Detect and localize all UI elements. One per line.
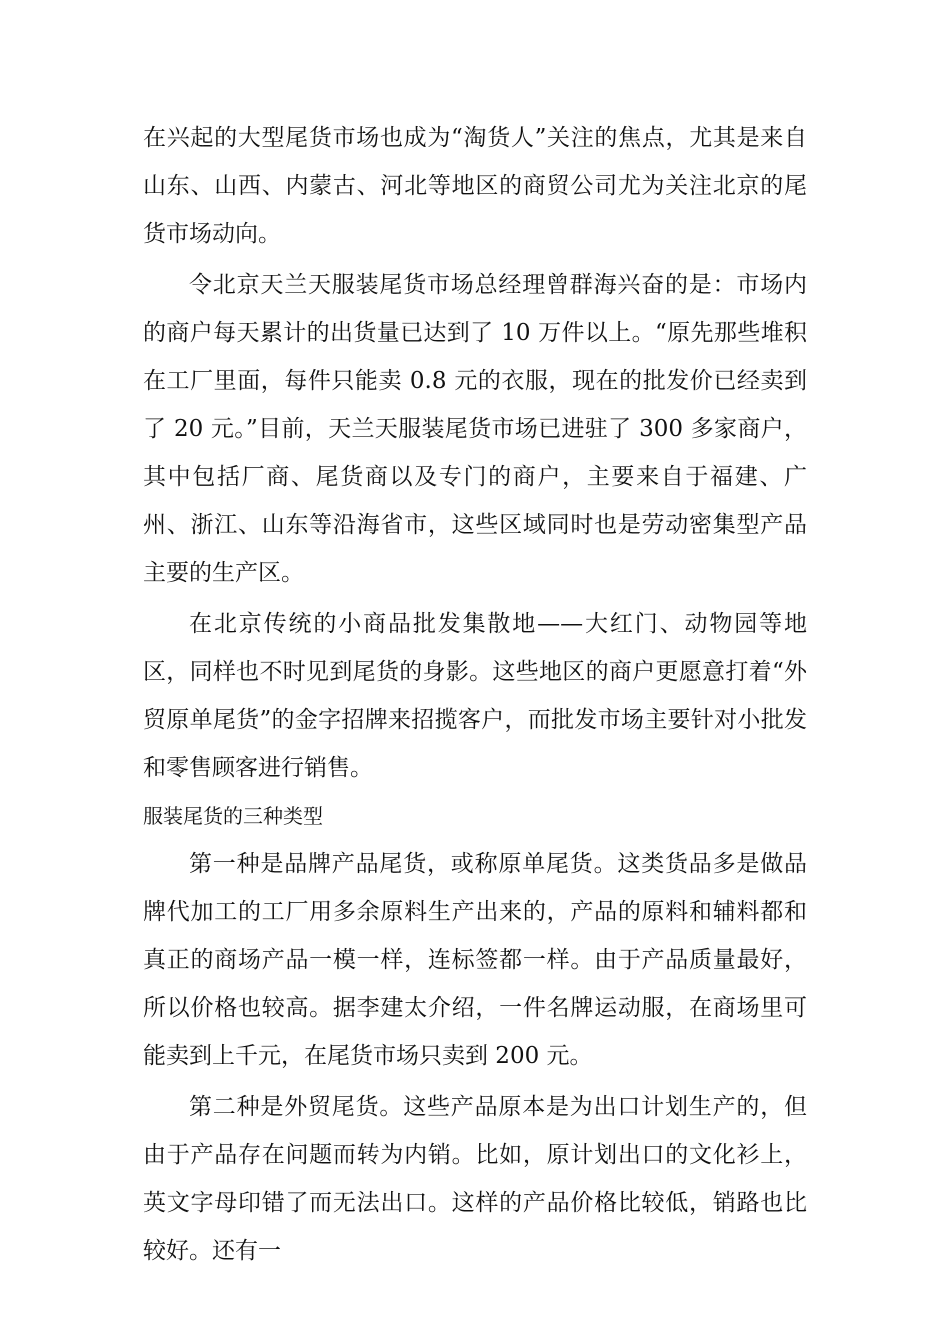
body-paragraph-2: 令北京天兰天服装尾货市场总经理曾群海兴奋的是：市场内的商户每天累计的出货量已达到了 10 万件以上。“原先那些堆积在工厂里面，每件只能卖 0.8 元的衣服，现在的批发价已经卖到了 20 元。”目前，天兰天服装尾货市场已进驻了 300 多家商户，其中包括厂商、尾货商以及专门的商户，主要来自于福建、广州、浙江、山东等沿海省市，这些区域同时也是劳动密集型产品主要的生产区。 xyxy=(143,272,807,586)
section-paragraph-2: 第二种是外贸尾货。这些产品原本是为出口计划生产的，但由于产品存在问题而转为内销。比如，原计划出口的文化衫上，英文字母印错了而无法出口。这样的产品价格比较低，销路也比较好。还有一 xyxy=(143,1094,807,1264)
body-paragraph-1: 在兴起的大型尾货市场也成为“淘货人”关注的焦点，尤其是来自山东、山西、内蒙古、河北等地区的商贸公司尤为关注北京的尾货市场动向。 xyxy=(143,125,807,247)
section-paragraph-1: 第一种是品牌产品尾货，或称原单尾货。这类货品多是做品牌代加工的工厂用多余原料生产出来的，产品的原料和辅料都和真正的商场产品一模一样，连标签都一样。由于产品质量最好，所以价格也较高。据李建太介绍，一件名牌运动服，在商场里可能卖到上千元，在尾货市场只卖到 200 元。 xyxy=(143,851,807,1069)
section-heading: 服装尾货的三种类型 xyxy=(143,804,323,828)
body-paragraph-3: 在北京传统的小商品批发集散地——大红门、动物园等地区，同样也不时见到尾货的身影。这些地区的商户更愿意打着“外贸原单尾货”的金字招牌来招揽客户，而批发市场主要针对小批发和零售顾客进行销售。 xyxy=(143,611,807,781)
document-body xyxy=(143,114,807,1275)
